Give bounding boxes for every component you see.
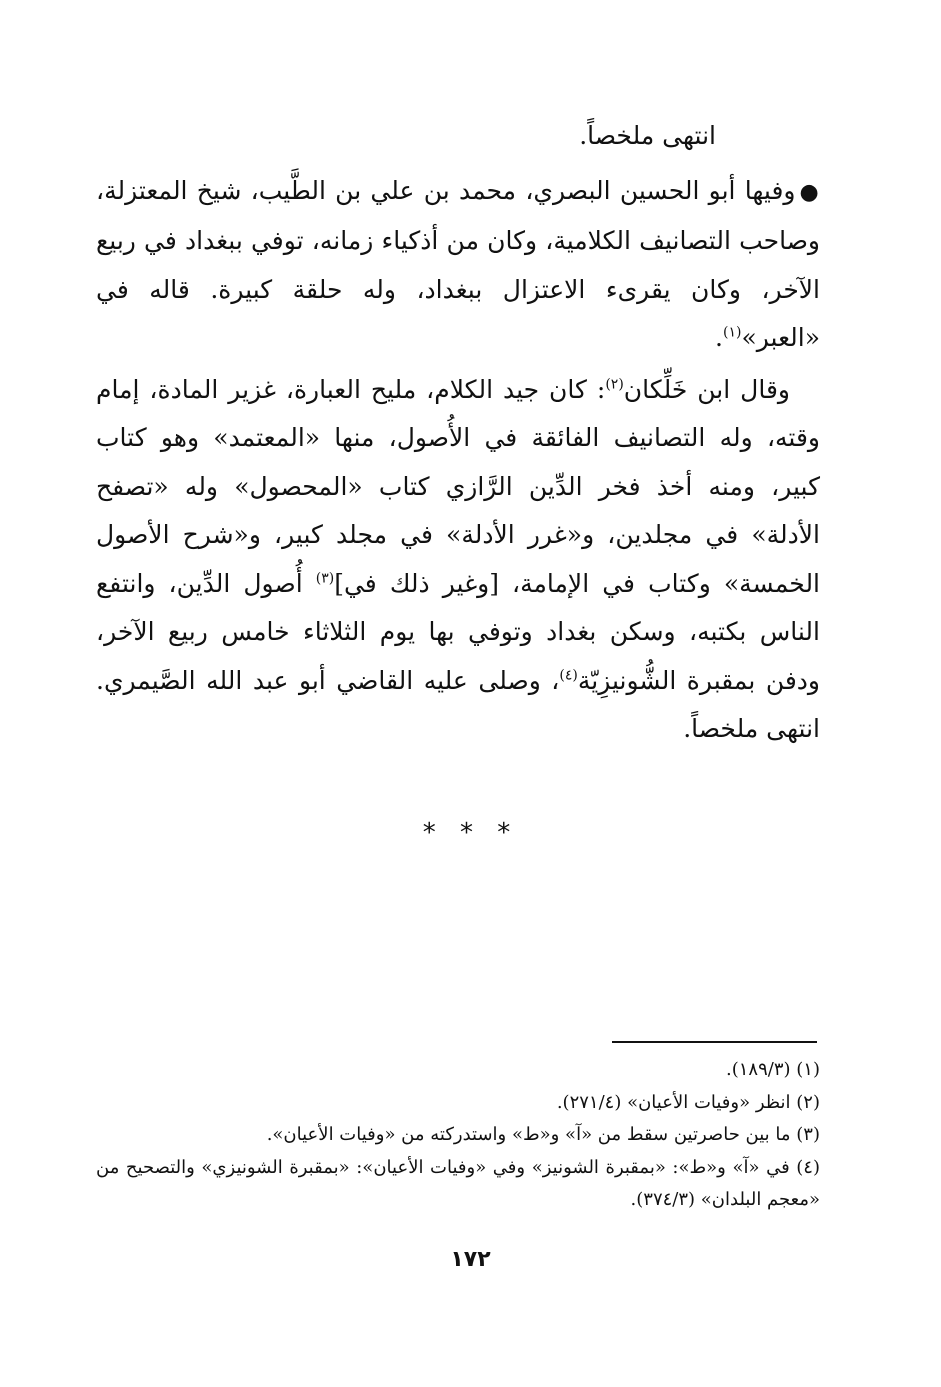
paragraph-ibn-khallikan-d: ، وصلى عليه القاضي أبو عبد الله الصَّيمري. انتهى ملخصاً. [96, 665, 820, 743]
section-divider: * * * [422, 818, 519, 848]
footnote-4: (٤) في «آ» و«ط»: «بمقبرة الشونيز» وفي «وفيات الأعيان»: «بمقبرة الشونيزي» والتصحيح من «معجم البلدان» (٣٧٤/٣). [96, 1156, 820, 1210]
paragraph-basri-text: وفيها أبو الحسين البصري، محمد بن علي بن الطَّيب، شيخ المعتزلة، وصاحب التصانيف الكلامية، وكان من أذكياء زمانه، توفي ببغداد في ربيع الآخر، وكان يقرىء الاعتزال ببغداد، وله حلقة كبيرة. قاله في «العبر» [96, 175, 820, 352]
footnote-separator [612, 1041, 817, 1043]
paragraph-ibn-khallikan [96, 366, 820, 754]
footnote-ref-4: (٤) [559, 667, 578, 684]
bullet-icon: ● [799, 179, 820, 205]
paragraph-ibn-khallikan-b: : كان جيد الكلام، مليح العبارة، غزير المادة، إمام وقته، وله التصانيف الفائقة في الأُصول، منها «المعتمد» وهو كتاب كبير، ومنه أخذ فخر الدِّين الرَّازي كتاب «المحصول» وله «تصفح الأدلة» في مجلدين، و«غرر الأدلة» في مجلد كبير، و«شرح الأصول الخمسة» وكتاب في الإمامة، [وغير ذلك في] [96, 374, 821, 598]
footnote-1: (١) (١٨٩/٣). [726, 1059, 820, 1080]
paragraph-ibn-khallikan-c: أُصول الدِّين، وانتفع الناس بكتبه، وسكن بغداد وتوفي بها يوم الثلاثاء خامس ربيع الآخر، ودفن بمقبرة الشُّونيزِيّة [96, 568, 821, 695]
paragraph-ibn-khallikan-a: وقال ابن خَلِّكان [623, 374, 790, 404]
main-text [96, 112, 820, 754]
footnotes [96, 1054, 820, 1217]
footnote-ref-3: (٣) [315, 570, 335, 587]
footnote-2: (٢) انظر «وفيات الأعيان» (٢٧١/٤). [556, 1091, 820, 1113]
intro-line: انتهى ملخصاً. [579, 121, 716, 150]
page-number: ١٧٢ [450, 1247, 491, 1272]
footnote-3: (٣) ما بين حاصرتين سقط من «آ» و«ط» واستدركته من «وفيات الأعيان». [266, 1124, 820, 1145]
footnote-ref-1: (١) [722, 324, 742, 341]
footnote-ref-2: (٢) [605, 376, 624, 393]
paragraph-basri-end: . [715, 323, 723, 352]
paragraph-basri [96, 167, 820, 363]
